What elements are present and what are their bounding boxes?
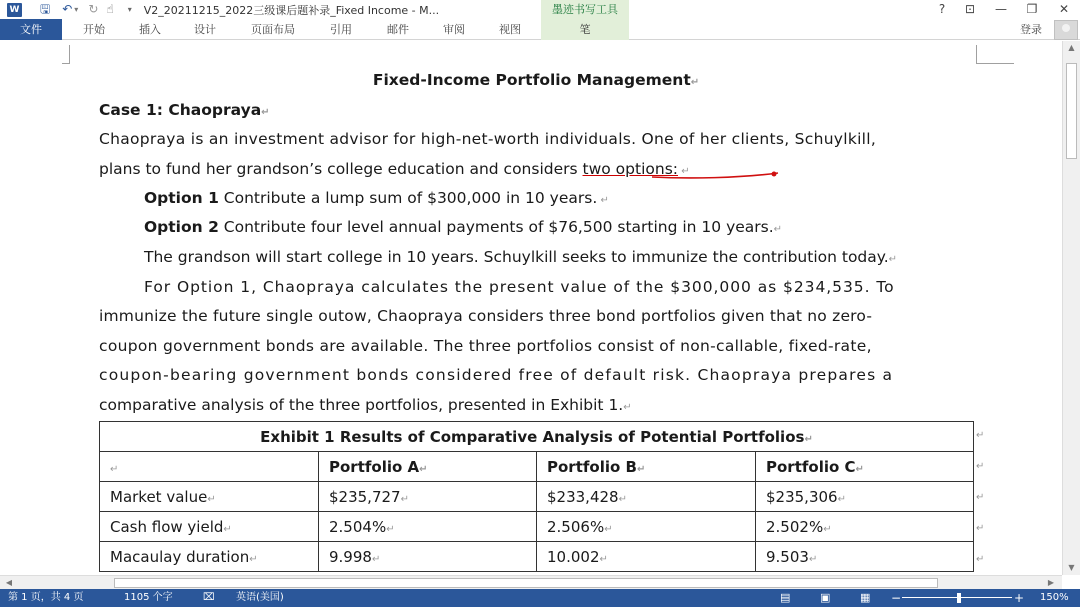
proofing-icon[interactable]: ⌧ (203, 592, 215, 603)
ink-tools-context-label: 墨迹书写工具 (541, 0, 629, 19)
cell-end-mark: ↵ (604, 523, 613, 535)
print-layout-icon[interactable]: ▣ (820, 591, 831, 604)
row-end-mark: ↵ (976, 430, 985, 441)
word-app-icon[interactable]: W (7, 3, 22, 17)
crop-mark-left (62, 45, 70, 64)
table-cell[interactable]: Cash flow yield↵ (100, 512, 319, 542)
paragraph-3-line-4: coupon-bearing government bonds considered free of default risk. Chaopraya prepares a (99, 366, 894, 384)
table-cell[interactable]: 9.503↵ (756, 542, 974, 572)
option-1-line: Option 1 Contribute a lump sum of $300,000 in 10 years. ↵ (144, 189, 609, 207)
page-count[interactable]: 第 1 页，共 4 页 (8, 592, 84, 603)
table-caption[interactable]: Exhibit 1 Results of Comparative Analysis of Potential Portfolios↵ (100, 422, 974, 452)
maximize-button[interactable]: ❐ (1026, 2, 1038, 16)
paragraph-3-line-2: immunize the future single outow, Chaopraya considers three bond portfolios given that no zero- (99, 307, 873, 325)
row-end-mark: ↵ (976, 523, 985, 534)
undo-dropdown-icon[interactable]: ▾ (74, 5, 79, 14)
zoom-slider-thumb[interactable] (957, 593, 961, 603)
table-row (100, 422, 974, 452)
vertical-scroll-thumb[interactable] (1066, 63, 1077, 159)
cell-end-mark: ↵ (808, 553, 818, 565)
cell-end-mark: ↵ (804, 433, 813, 445)
ribbon-tabs (0, 19, 1080, 40)
scroll-right-arrow-icon[interactable]: ▶ (1047, 578, 1055, 587)
scroll-up-arrow-icon[interactable]: ▲ (1068, 43, 1075, 52)
sign-in-link[interactable]: 登录 (1020, 23, 1042, 36)
cell-end-mark: ↵ (400, 493, 409, 505)
tab-insert[interactable]: 插入 (139, 23, 161, 36)
row-end-mark: ↵ (976, 461, 985, 472)
cell-end-mark: ↵ (618, 493, 627, 505)
word-count[interactable]: 1105 个字 (124, 592, 173, 603)
table-row (100, 542, 974, 572)
cell-end-mark: ↵ (371, 553, 381, 565)
paragraph-3-line-1: For Option 1, Chaopraya calculates the present value of the $300,000 as $234,535. To (144, 278, 895, 296)
cell-end-mark: ↵ (419, 463, 428, 475)
save-icon[interactable]: 🖫 (40, 2, 51, 16)
cell-end-mark: ↵ (855, 463, 864, 475)
tab-references[interactable]: 引用 (330, 23, 352, 36)
horizontal-scroll-thumb[interactable] (114, 578, 938, 588)
table-cell[interactable]: $235,306↵ (756, 482, 974, 512)
table-header-cell[interactable]: ↵ (100, 452, 319, 482)
case-heading: Case 1: Chaopraya↵ (99, 101, 270, 119)
zoom-level[interactable]: 150% (1040, 592, 1069, 603)
tab-pen[interactable]: 笔 (541, 19, 629, 40)
redo-icon[interactable]: ↻ (88, 2, 99, 16)
table-cell[interactable]: 2.506%↵ (537, 512, 756, 542)
ink-stroke (650, 165, 782, 181)
language-indicator[interactable]: 英语(美国) (236, 592, 284, 603)
avatar[interactable] (1054, 20, 1078, 40)
row-end-mark: ↵ (976, 554, 985, 565)
document-canvas[interactable] (0, 41, 1062, 575)
document-title: V2_20211215_2022三级课后题补录_Fixed Income - M... (143, 3, 440, 17)
crop-mark-right (976, 45, 1014, 64)
vertical-scrollbar[interactable] (1062, 41, 1080, 575)
tab-review[interactable]: 审阅 (443, 23, 465, 36)
cell-end-mark: ↵ (823, 523, 832, 535)
zoom-out-button[interactable]: − (891, 591, 902, 605)
document-title-heading: Fixed-Income Portfolio Management↵ (372, 71, 700, 89)
zoom-in-button[interactable]: + (1014, 591, 1025, 605)
table-header-cell[interactable]: Portfolio B↵ (537, 452, 756, 482)
paragraph-3-line-3: coupon government bonds are available. The three portfolios consist of non-callable, fixed-rate, (99, 337, 872, 355)
tab-page-layout[interactable]: 页面布局 (251, 23, 295, 36)
table-header-cell[interactable]: Portfolio C↵ (756, 452, 974, 482)
paragraph-3-line-5: comparative analysis of the three portfolios, presented in Exhibit 1.↵ (99, 396, 632, 414)
undo-icon[interactable]: ↶ (62, 2, 73, 16)
paragraph-1-line-1: Chaopraya is an investment advisor for high-net-worth individuals. One of her clients, Schuylkill, (99, 130, 877, 148)
cell-end-mark: ↵ (249, 553, 258, 565)
cell-end-mark: ↵ (599, 553, 608, 565)
horizontal-scrollbar[interactable] (0, 575, 1062, 589)
scroll-left-arrow-icon[interactable]: ◀ (5, 578, 13, 587)
status-bar (0, 589, 1080, 607)
cell-end-mark: ↵ (223, 523, 232, 535)
table-row (100, 452, 974, 482)
scroll-down-arrow-icon[interactable]: ▼ (1068, 563, 1075, 572)
paragraph-1-line-2: plans to fund her grandson’s college education and considers two options: ↵ (99, 160, 690, 178)
row-end-mark: ↵ (976, 492, 985, 503)
tab-view[interactable]: 视图 (499, 23, 521, 36)
tab-home[interactable]: 开始 (83, 23, 105, 36)
cell-end-mark: ↵ (386, 523, 395, 535)
table-cell[interactable]: 2.502%↵ (756, 512, 974, 542)
table-cell[interactable]: $235,727↵ (319, 482, 537, 512)
table-row (100, 482, 974, 512)
tab-mailings[interactable]: 邮件 (387, 23, 409, 36)
web-layout-icon[interactable]: ▦ (860, 591, 871, 604)
help-button[interactable]: ? (938, 2, 946, 16)
ribbon-display-options-button[interactable]: ⊡ (964, 2, 976, 16)
table-cell[interactable]: Macaulay duration↵ (100, 542, 319, 572)
ink-underline-two-options: two options: (582, 160, 678, 178)
minimize-button[interactable]: — (995, 2, 1007, 16)
customize-toolbar-icon[interactable]: ▾ (127, 5, 132, 14)
table-cell[interactable]: 2.504%↵ (319, 512, 537, 542)
table-row (100, 512, 974, 542)
touch-mode-icon[interactable]: ☝ (106, 2, 114, 16)
read-mode-icon[interactable]: ▤ (780, 591, 791, 604)
option-2-line: Option 2 Contribute four level annual payments of $76,500 starting in 10 years.↵ (144, 218, 783, 236)
cell-end-mark: ↵ (207, 493, 216, 505)
tab-design[interactable]: 设计 (194, 23, 216, 36)
title-bar (0, 0, 1080, 19)
close-button[interactable]: ✕ (1058, 2, 1070, 16)
table-cell[interactable]: 9.998↵ (319, 542, 537, 572)
table-cell[interactable]: $233,428↵ (537, 482, 756, 512)
tab-file[interactable]: 文件 (0, 19, 62, 40)
cell-end-mark: ↵ (837, 493, 846, 505)
paragraph-2: The grandson will start college in 10 years. Schuylkill seeks to immunize the contribution today.↵ (144, 248, 898, 266)
exhibit-1-table (99, 421, 974, 572)
table-cell[interactable]: Market value↵ (100, 482, 319, 512)
table-header-cell[interactable]: Portfolio A↵ (319, 452, 537, 482)
table-cell[interactable]: 10.002↵ (537, 542, 756, 572)
cell-end-mark: ↵ (636, 463, 646, 475)
